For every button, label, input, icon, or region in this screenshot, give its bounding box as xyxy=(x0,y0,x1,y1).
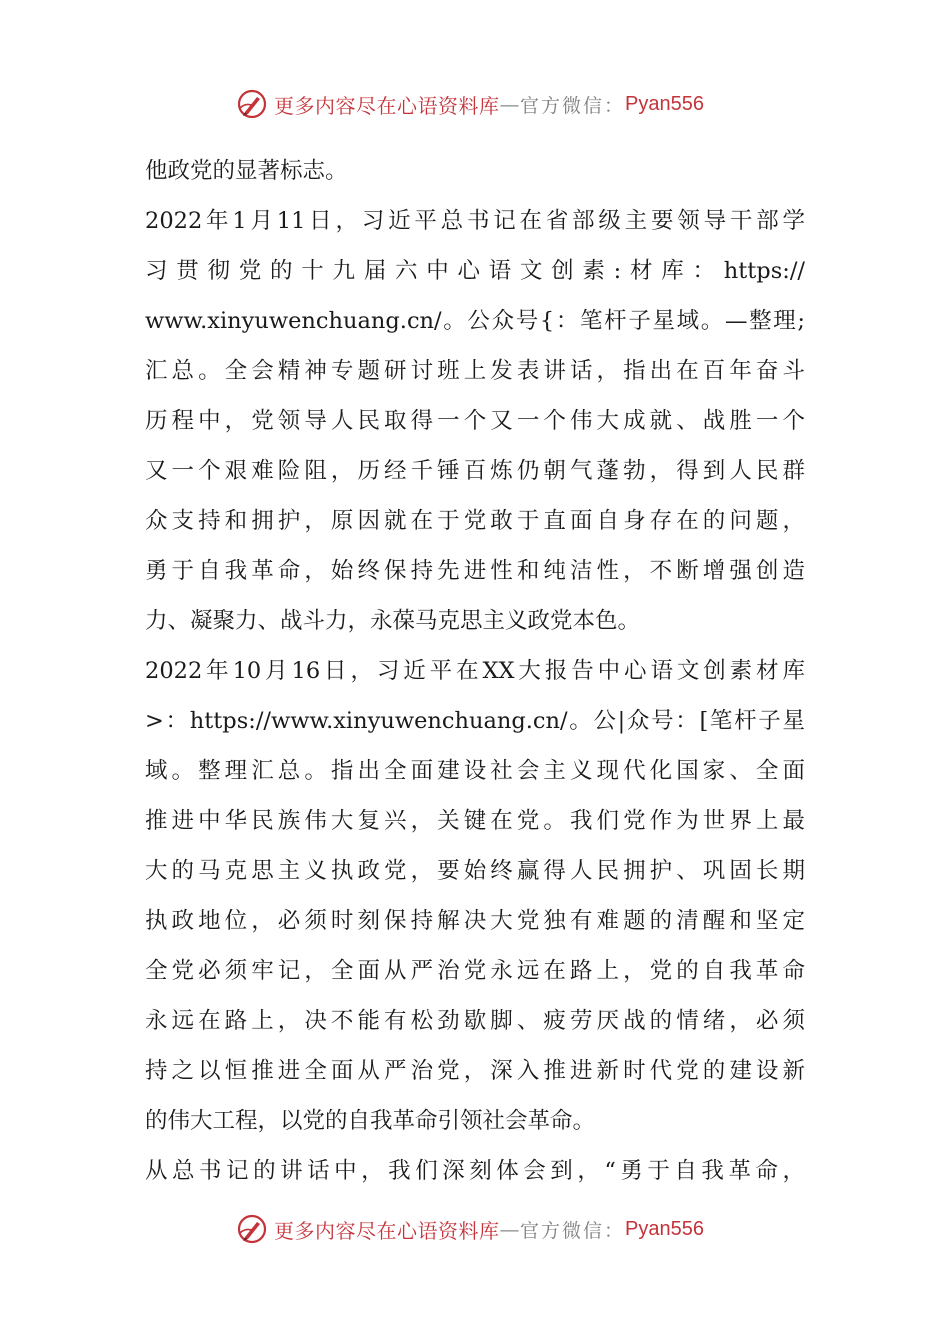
text-line: 从总书记的讲话中，我们深刻体会到，“勇于自我革命， xyxy=(145,1158,805,1184)
text-line: 域。整理汇总。指出全面建设社会主义现代化国家、全面 xyxy=(145,758,805,784)
watermark-dash: — xyxy=(499,1217,520,1241)
pen-logo-icon xyxy=(236,88,268,120)
text-line: 历程中，党领导人民取得一个又一个伟大成就、战胜一个 xyxy=(145,408,805,434)
text-line: 又一个艰难险阻，历经千锤百炼仍朝气蓬勃，得到人民群 xyxy=(145,458,805,484)
watermark-wechat-id: Pyan556 xyxy=(625,92,704,115)
watermark-site-text: 更多内容尽在心语资料库 xyxy=(274,1218,500,1243)
text-line: 他政党的显著标志。 xyxy=(145,158,348,184)
text-line: 的伟大工程，以党的自我革命引领社会革命。 xyxy=(145,1108,596,1134)
text-line: 众支持和拥护，原因就在于党敢于直面自身存在的问题， xyxy=(145,508,805,534)
footer-watermark xyxy=(0,1209,950,1249)
document-body xyxy=(145,146,805,1196)
text-line: 勇于自我革命，始终保持先进性和纯洁性，不断增强创造 xyxy=(145,558,805,584)
text-line: 习贯彻党的十九届六中心语文创素:材库：https:// xyxy=(145,258,805,284)
text-line: 执政地位，必须时刻保持解决大党独有难题的清醒和坚定 xyxy=(145,908,805,934)
text-line: 大的马克思主义执政党，要始终赢得人民拥护、巩固长期 xyxy=(145,858,805,884)
text-line: 汇总。全会精神专题研讨班上发表讲话，指出在百年奋斗 xyxy=(145,358,805,384)
text-line: >：https://www.xinyuwenchuang.cn/。公|众号：[笔杆子星 xyxy=(145,708,805,734)
text-line: 2022年10月16日，习近平在XX大报告中心语文创素材库 xyxy=(145,658,805,684)
header-watermark xyxy=(0,84,950,124)
text-line: 全党必须牢记，全面从严治党永远在路上，党的自我革命 xyxy=(145,958,805,984)
text-line: 永远在路上，决不能有松劲歇脚、疲劳厌战的情绪，必须 xyxy=(145,1008,805,1034)
watermark-dash: — xyxy=(499,92,520,116)
text-line: 2022年1月11日，习近平总书记在省部级主要领导干部学 xyxy=(145,208,805,234)
watermark-official-label: 官方微信： xyxy=(520,94,626,117)
text-line: 持之以恒推进全面从严治党，深入推进新时代党的建设新 xyxy=(145,1058,805,1084)
watermark-official-label: 官方微信： xyxy=(520,1219,626,1242)
text-line: 力、凝聚力、战斗力，永葆马克思主义政党本色。 xyxy=(145,608,641,634)
pen-logo-icon xyxy=(236,1213,268,1245)
text-line: www.xinyuwenchuang.cn/。公众号{：笔杆子星域。—整理; xyxy=(145,308,805,334)
text-line: 推进中华民族伟大复兴，关键在党。我们党作为世界上最 xyxy=(145,808,805,834)
watermark-wechat-id: Pyan556 xyxy=(625,1217,704,1240)
watermark-site-text: 更多内容尽在心语资料库 xyxy=(274,93,500,118)
